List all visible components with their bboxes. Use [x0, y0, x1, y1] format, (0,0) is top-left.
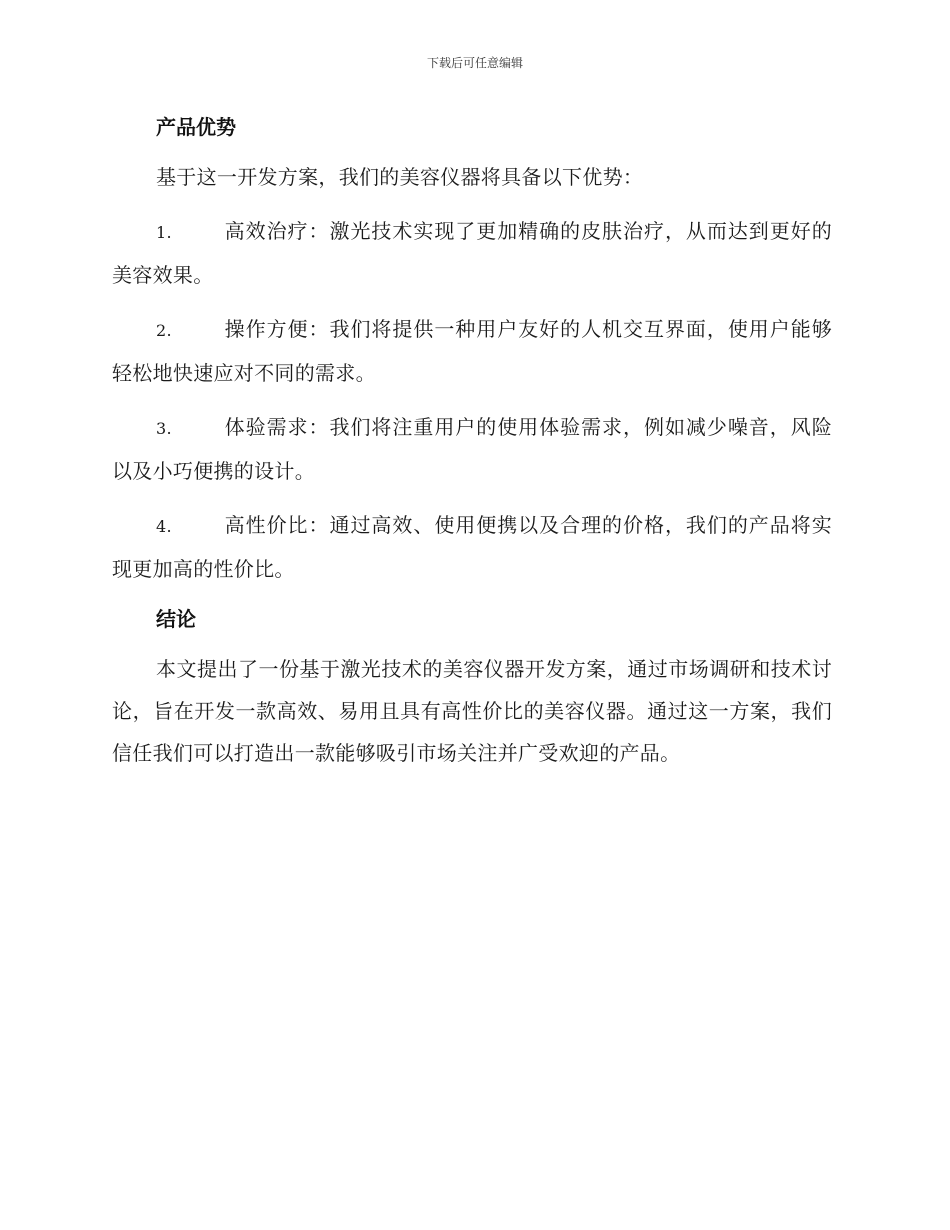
document-content	[112, 110, 832, 786]
section-heading-advantages: 产品优势	[156, 115, 236, 139]
header-note: 下载后可任意编辑	[426, 56, 523, 70]
list-item-text: 操作方便：我们将提供一种用户友好的人机交互界面，使用户能够轻松地快速应对不同的需求。	[112, 317, 832, 385]
list-item-text: 高效治疗：激光技术实现了更加精确的皮肤治疗，从而达到更好的美容效果。	[112, 219, 832, 287]
list-item	[112, 210, 832, 296]
list-item-text: 高性价比：通过高效、使用便携以及合理的价格，我们的产品将实现更加高的性价比。	[112, 513, 832, 581]
list-item	[112, 504, 832, 590]
list-item-number: 1.	[156, 223, 172, 242]
conclusion-body: 本文提出了一份基于激光技术的美容仪器开发方案，通过市场调研和技术讨论，旨在开发一款高效、易用且具有高性价比的美容仪器。通过这一方案，我们信任我们可以打造出一款能够吸引市场关注并广受欢迎的产品。	[112, 657, 832, 765]
list-item-number: 3.	[156, 419, 172, 438]
list-item-text: 体验需求：我们将注重用户的使用体验需求，例如减少噪音，风险以及小巧便携的设计。	[112, 415, 832, 483]
section-heading-conclusion: 结论	[156, 607, 196, 631]
list-item	[112, 308, 832, 394]
list-item	[112, 406, 832, 492]
advantages-intro: 基于这一开发方案，我们的美容仪器将具备以下优势：	[156, 165, 644, 189]
list-item-number: 2.	[156, 321, 172, 340]
list-item-number: 4.	[156, 517, 172, 536]
